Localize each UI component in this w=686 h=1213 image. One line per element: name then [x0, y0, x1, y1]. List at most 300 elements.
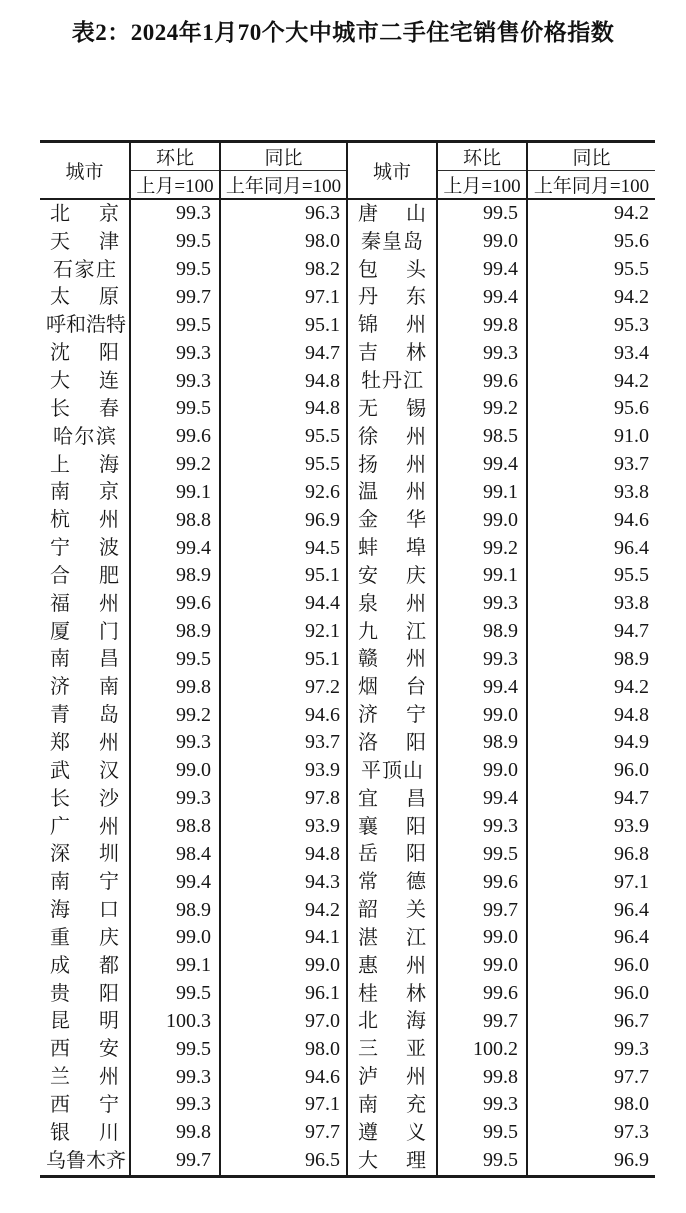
city-name	[40, 343, 129, 363]
city-name-char: 西	[50, 1038, 70, 1061]
yoy-value: 94.8	[220, 367, 347, 395]
city-name-char: 亚	[406, 1038, 426, 1061]
yoy-value: 94.3	[220, 868, 347, 896]
table-row	[40, 1091, 655, 1119]
header-city-left: 城市	[40, 142, 130, 200]
city-name-char: 杭	[50, 509, 70, 532]
city-name-char: 厦	[50, 620, 70, 643]
city-name-char: 州	[406, 592, 426, 615]
city-cell	[347, 952, 437, 980]
city-cell	[347, 1008, 437, 1036]
city-name-char: 沈	[50, 342, 70, 365]
yoy-value: 93.4	[614, 341, 649, 364]
mom-value: 99.5	[130, 646, 220, 674]
city-name	[348, 817, 436, 837]
city-name-char: 台	[406, 676, 426, 699]
city-name-char: 江	[406, 620, 426, 643]
city-name-char: 唐	[358, 202, 378, 225]
yoy-value: 97.7	[614, 1065, 649, 1088]
yoy-value: 93.7	[220, 729, 347, 757]
city-cell	[40, 256, 130, 284]
city-name	[40, 260, 129, 280]
city-cell	[40, 311, 130, 339]
mom-value: 99.6	[130, 423, 220, 451]
table-row	[40, 840, 655, 868]
table-row	[40, 590, 655, 618]
mom-value: 99.4	[437, 451, 527, 479]
city-name-char: 哈	[53, 425, 73, 448]
city-name-char: 口	[99, 899, 119, 922]
city-name-char: 京	[99, 202, 119, 225]
city-name	[348, 315, 436, 335]
city-name-char: 长	[50, 397, 70, 420]
table-row	[40, 673, 655, 701]
yoy-value: 96.3	[220, 199, 347, 228]
city-name	[40, 677, 129, 697]
city-name	[348, 677, 436, 697]
city-cell	[347, 534, 437, 562]
city-cell	[347, 729, 437, 757]
mom-value: 99.1	[130, 952, 220, 980]
city-name	[40, 510, 129, 530]
table-header	[40, 142, 655, 200]
table-row	[40, 813, 655, 841]
yoy-value: 98.0	[220, 228, 347, 256]
city-name-char: 贵	[50, 982, 70, 1005]
city-cell	[40, 1119, 130, 1147]
yoy-value: 93.8	[614, 592, 649, 615]
city-name-char: 沙	[99, 787, 119, 810]
city-name-char: 青	[50, 704, 70, 727]
table-row	[40, 478, 655, 506]
city-name-char: 北	[358, 1010, 378, 1033]
city-name-char: 华	[406, 509, 426, 532]
yoy-value: 95.6	[614, 397, 649, 420]
city-cell	[40, 534, 130, 562]
header-mom-right: 环比	[437, 142, 527, 171]
city-name	[40, 232, 129, 252]
city-name-char: 关	[406, 899, 426, 922]
yoy-value: 97.1	[220, 1091, 347, 1119]
city-cell	[347, 284, 437, 312]
mom-value: 99.3	[130, 785, 220, 813]
city-name-char: 天	[50, 230, 70, 253]
city-name-char: 宜	[358, 787, 378, 810]
mom-value: 99.2	[130, 701, 220, 729]
city-name-char: 南	[50, 481, 70, 504]
city-name	[40, 789, 129, 809]
price-index-table	[40, 140, 655, 1178]
mom-value: 99.6	[437, 868, 527, 896]
city-cell	[347, 367, 437, 395]
city-name-char: 郑	[50, 731, 70, 754]
table-row	[40, 562, 655, 590]
header-yoy-base-right: 上年同月=100	[527, 171, 655, 200]
mom-value: 99.3	[130, 199, 220, 228]
city-name-char: 京	[99, 481, 119, 504]
mom-value: 99.3	[437, 339, 527, 367]
city-name-char: 合	[50, 564, 70, 587]
city-name-char: 州	[406, 1066, 426, 1089]
city-name-char: 肥	[99, 564, 119, 587]
yoy-value: 95.5	[220, 451, 347, 479]
city-cell	[347, 785, 437, 813]
yoy-value: 96.4	[614, 898, 649, 921]
city-name-char: 温	[358, 481, 378, 504]
city-cell	[347, 980, 437, 1008]
city-name-char: 庆	[406, 564, 426, 587]
city-name-char: 武	[50, 759, 70, 782]
mom-value: 100.3	[130, 1008, 220, 1036]
city-name-char: 鲁	[66, 1149, 86, 1172]
mom-value: 99.5	[437, 840, 527, 868]
yoy-value: 95.5	[614, 564, 649, 587]
header-mom-left: 环比	[130, 142, 220, 171]
city-name-char: 丹	[358, 286, 378, 309]
city-name	[348, 1067, 436, 1087]
city-name-char: 深	[50, 843, 70, 866]
city-name-char: 山	[406, 202, 426, 225]
mom-value: 98.9	[437, 618, 527, 646]
city-name	[40, 399, 129, 419]
city-name-char: 尔	[74, 425, 95, 448]
mom-value: 99.5	[130, 311, 220, 339]
mom-value: 99.1	[437, 478, 527, 506]
yoy-value: 96.1	[220, 980, 347, 1008]
mom-value: 99.3	[437, 813, 527, 841]
city-name	[40, 956, 129, 976]
mom-value: 99.0	[437, 506, 527, 534]
city-cell	[347, 256, 437, 284]
city-name-char: 顶	[382, 759, 402, 782]
city-name	[348, 649, 436, 669]
mom-value: 99.3	[437, 1091, 527, 1119]
city-cell	[40, 729, 130, 757]
yoy-value: 93.8	[614, 480, 649, 503]
city-name-char: 宁	[99, 1093, 119, 1116]
city-name-char: 九	[358, 620, 378, 643]
city-cell	[40, 1008, 130, 1036]
city-name	[348, 956, 436, 976]
city-name	[348, 1011, 436, 1031]
city-name	[348, 872, 436, 892]
table-row	[40, 729, 655, 757]
city-name-char: 宁	[99, 871, 119, 894]
city-name-char: 三	[358, 1038, 378, 1061]
mom-value: 98.9	[130, 618, 220, 646]
mom-value: 99.5	[130, 256, 220, 284]
mom-value: 99.7	[437, 896, 527, 924]
city-name-char: 呼	[46, 314, 66, 337]
mom-value: 98.8	[130, 813, 220, 841]
city-name-char: 锦	[358, 314, 378, 337]
city-name-char: 上	[50, 453, 70, 476]
mom-value: 99.1	[130, 478, 220, 506]
mom-value: 99.8	[130, 673, 220, 701]
mom-value: 99.5	[130, 395, 220, 423]
mom-value: 99.5	[437, 1119, 527, 1147]
yoy-value: 98.9	[614, 647, 649, 670]
city-name-char: 牡	[361, 370, 381, 393]
city-cell	[40, 813, 130, 841]
city-cell	[40, 506, 130, 534]
city-cell	[347, 868, 437, 896]
mom-value: 99.4	[437, 256, 527, 284]
city-name-char: 原	[99, 286, 119, 309]
yoy-value: 96.0	[614, 982, 649, 1005]
city-name-char: 常	[358, 871, 378, 894]
city-cell	[40, 840, 130, 868]
mom-value: 99.8	[437, 1063, 527, 1091]
city-name-char: 南	[50, 648, 70, 671]
city-name-char: 义	[406, 1121, 426, 1144]
city-name-char: 扬	[358, 453, 378, 476]
yoy-value: 98.2	[220, 256, 347, 284]
city-name	[40, 427, 129, 447]
city-name	[348, 371, 436, 391]
table-row	[40, 395, 655, 423]
mom-value: 98.4	[130, 840, 220, 868]
table-row	[40, 757, 655, 785]
city-name	[40, 705, 129, 725]
mom-value: 99.5	[437, 1147, 527, 1177]
yoy-value: 97.0	[220, 1008, 347, 1036]
city-name-char: 木	[86, 1149, 106, 1172]
city-name	[348, 984, 436, 1004]
header-yoy-right: 同比	[527, 142, 655, 171]
table-row	[40, 367, 655, 395]
mom-value: 99.0	[437, 952, 527, 980]
yoy-value: 97.2	[220, 673, 347, 701]
table-row	[40, 311, 655, 339]
city-cell	[40, 868, 130, 896]
yoy-value: 99.3	[614, 1037, 649, 1060]
mom-value: 99.2	[130, 451, 220, 479]
city-name-char: 湛	[358, 926, 378, 949]
city-name-char: 兰	[50, 1066, 70, 1089]
mom-value: 99.3	[130, 729, 220, 757]
yoy-value: 94.6	[614, 508, 649, 531]
yoy-value: 98.0	[220, 1035, 347, 1063]
city-name-char: 韶	[358, 899, 378, 922]
city-cell	[347, 423, 437, 451]
table-row	[40, 199, 655, 228]
table-row	[40, 256, 655, 284]
city-cell	[40, 980, 130, 1008]
city-name-char: 石	[53, 258, 73, 281]
yoy-value: 93.9	[614, 815, 649, 838]
city-name	[348, 761, 436, 781]
yoy-value: 99.0	[220, 952, 347, 980]
city-cell	[347, 339, 437, 367]
city-name-char: 州	[406, 648, 426, 671]
city-name-char: 成	[50, 954, 70, 977]
city-name-char: 包	[358, 258, 378, 281]
yoy-value: 96.5	[220, 1147, 347, 1177]
city-cell	[347, 506, 437, 534]
yoy-value: 96.8	[614, 842, 649, 865]
city-name	[40, 566, 129, 586]
yoy-value: 94.8	[220, 395, 347, 423]
city-name	[40, 315, 129, 335]
city-cell	[40, 339, 130, 367]
city-name	[348, 343, 436, 363]
city-name-char: 山	[403, 759, 423, 782]
city-cell	[347, 478, 437, 506]
city-name	[348, 705, 436, 725]
yoy-value: 94.2	[614, 675, 649, 698]
city-name	[40, 1039, 129, 1059]
table-row	[40, 228, 655, 256]
mom-value: 99.0	[437, 701, 527, 729]
mom-value: 99.5	[437, 199, 527, 228]
yoy-value: 95.1	[220, 311, 347, 339]
mom-value: 99.3	[130, 367, 220, 395]
city-name	[348, 260, 436, 280]
city-cell	[347, 673, 437, 701]
mom-value: 99.3	[130, 1063, 220, 1091]
mom-value: 99.3	[130, 1091, 220, 1119]
city-name-char: 金	[358, 509, 378, 532]
yoy-value: 94.8	[614, 703, 649, 726]
city-name-char: 德	[406, 871, 426, 894]
city-name-char: 海	[50, 899, 70, 922]
city-name	[348, 232, 436, 252]
city-name	[348, 594, 436, 614]
mom-value: 99.3	[437, 646, 527, 674]
yoy-value: 97.1	[220, 284, 347, 312]
city-name-char: 昌	[99, 648, 119, 671]
city-name-char: 州	[406, 453, 426, 476]
table-row	[40, 284, 655, 312]
city-name-char: 阳	[406, 843, 426, 866]
city-name	[348, 427, 436, 447]
mom-value: 99.0	[130, 757, 220, 785]
city-name-char: 都	[99, 954, 119, 977]
city-name-char: 秦	[361, 230, 381, 253]
city-cell	[40, 367, 130, 395]
city-name	[40, 733, 129, 753]
table-row	[40, 1035, 655, 1063]
yoy-value: 96.7	[614, 1009, 649, 1032]
yoy-value: 93.7	[614, 453, 649, 476]
yoy-value: 94.9	[614, 731, 649, 754]
city-name	[348, 844, 436, 864]
mom-value: 99.4	[130, 534, 220, 562]
mom-value: 100.2	[437, 1035, 527, 1063]
mom-value: 99.2	[437, 395, 527, 423]
city-name-char: 遵	[358, 1121, 378, 1144]
city-name-char: 锡	[406, 397, 426, 420]
yoy-value: 94.6	[220, 701, 347, 729]
city-cell	[347, 590, 437, 618]
city-name-char: 南	[99, 676, 119, 699]
city-name	[348, 1151, 436, 1171]
city-name	[40, 371, 129, 391]
city-cell	[40, 562, 130, 590]
mom-value: 99.6	[130, 590, 220, 618]
table-row	[40, 506, 655, 534]
yoy-value: 94.1	[220, 924, 347, 952]
yoy-value: 96.9	[220, 506, 347, 534]
city-cell	[347, 1035, 437, 1063]
city-name-char: 海	[99, 453, 119, 476]
city-cell	[347, 1063, 437, 1091]
city-cell	[40, 952, 130, 980]
city-name	[40, 984, 129, 1004]
city-name	[40, 844, 129, 864]
city-cell	[40, 423, 130, 451]
city-name-char: 江	[406, 926, 426, 949]
city-name-char: 徐	[358, 425, 378, 448]
city-name-char: 平	[361, 759, 381, 782]
city-name	[40, 1095, 129, 1115]
yoy-value: 92.1	[220, 618, 347, 646]
city-name-char: 长	[50, 787, 70, 810]
table-row	[40, 451, 655, 479]
city-cell	[347, 840, 437, 868]
city-cell	[40, 1063, 130, 1091]
city-cell	[347, 757, 437, 785]
city-name	[348, 900, 436, 920]
mom-value: 99.5	[130, 1035, 220, 1063]
table-row	[40, 646, 655, 674]
city-name-char: 银	[50, 1121, 70, 1144]
city-cell	[40, 451, 130, 479]
table-row	[40, 1063, 655, 1091]
city-cell	[347, 618, 437, 646]
mom-value: 99.5	[130, 228, 220, 256]
mom-value: 99.3	[437, 590, 527, 618]
city-cell	[40, 1091, 130, 1119]
city-name	[40, 455, 129, 475]
city-name-char: 岛	[99, 704, 119, 727]
table-row	[40, 924, 655, 952]
city-name	[40, 287, 129, 307]
city-name	[348, 287, 436, 307]
table-row	[40, 423, 655, 451]
city-cell	[40, 199, 130, 228]
city-name-char: 充	[406, 1093, 426, 1116]
city-name-char: 林	[406, 342, 426, 365]
yoy-value: 93.9	[220, 757, 347, 785]
yoy-value: 95.1	[220, 562, 347, 590]
table-title: 表2：2024年1月70个大中城市二手住宅销售价格指数	[71, 20, 615, 45]
mom-value: 99.2	[437, 534, 527, 562]
city-name-char: 特	[106, 314, 126, 337]
city-name	[348, 510, 436, 530]
city-name-char: 广	[50, 815, 70, 838]
city-name-char: 昆	[50, 1010, 70, 1033]
city-cell	[40, 590, 130, 618]
city-name-char: 州	[406, 314, 426, 337]
table-row	[40, 534, 655, 562]
city-name-char: 宁	[50, 537, 70, 560]
city-name-char: 头	[406, 258, 426, 281]
city-name-char: 波	[99, 537, 119, 560]
city-cell	[347, 562, 437, 590]
city-name-char: 理	[406, 1149, 426, 1172]
city-cell	[347, 311, 437, 339]
city-name	[348, 1039, 436, 1059]
city-name	[348, 928, 436, 948]
city-name	[40, 538, 129, 558]
yoy-value: 95.5	[220, 423, 347, 451]
yoy-value: 95.1	[220, 646, 347, 674]
city-cell	[347, 451, 437, 479]
header-mom-base-right: 上月=100	[437, 171, 527, 200]
table-row	[40, 1008, 655, 1036]
